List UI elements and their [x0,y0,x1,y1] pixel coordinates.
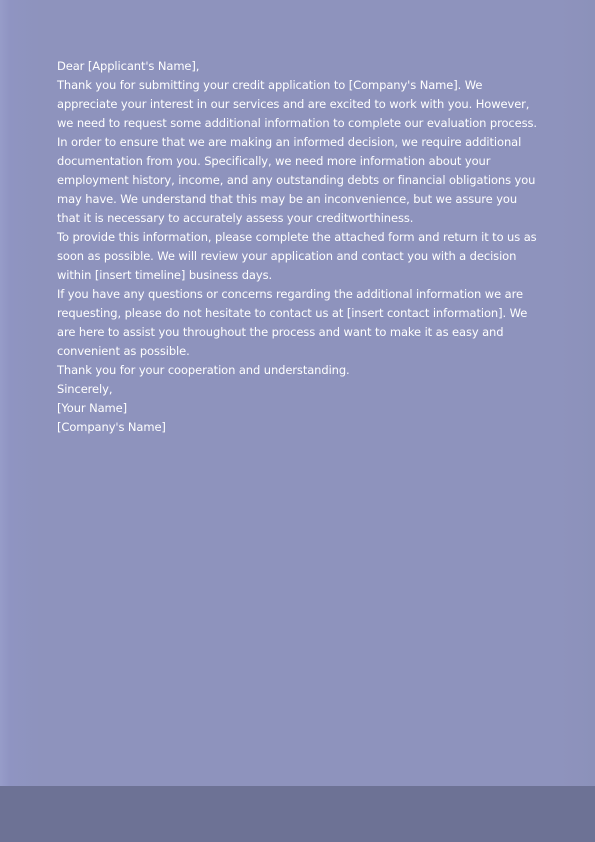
paragraph-documentation: In order to ensure that we are making an informed decision, we require additional documentation from you. Specifically, we need more information about your employment history, income, and any outstanding debts or financial obligations you may have. We understand that this may be an inconvenience, but we assure you that it is necessary to accurately assess your creditworthiness. [57,135,536,225]
valediction: Sincerely, [57,382,113,396]
signature-name: [Your Name] [57,401,128,415]
signature-company: [Company's Name] [57,420,166,434]
salutation: Dear [Applicant's Name], [57,59,200,73]
paragraph-instructions: To provide this information, please complete the attached form and return it to us as soon as possible. We will review your application and contact you with a decision within [insert timeline] business days. [57,230,537,282]
paragraph-intro: Thank you for submitting your credit application to [Company's Name]. We appreciate your interest in our services and are excited to work with you. However, we need to request some additional information to complete our evaluation process. [57,78,537,130]
paragraph-contact: If you have any questions or concerns regarding the additional information we are requesting, please do not hesitate to contact us at [insert contact information]. We are here to assist you throughout the process and want to make it as easy and convenient as possible. [57,287,528,358]
closing-thanks: Thank you for your cooperation and understanding. [57,363,350,377]
footer-band [0,786,595,842]
letter-body [57,57,542,437]
